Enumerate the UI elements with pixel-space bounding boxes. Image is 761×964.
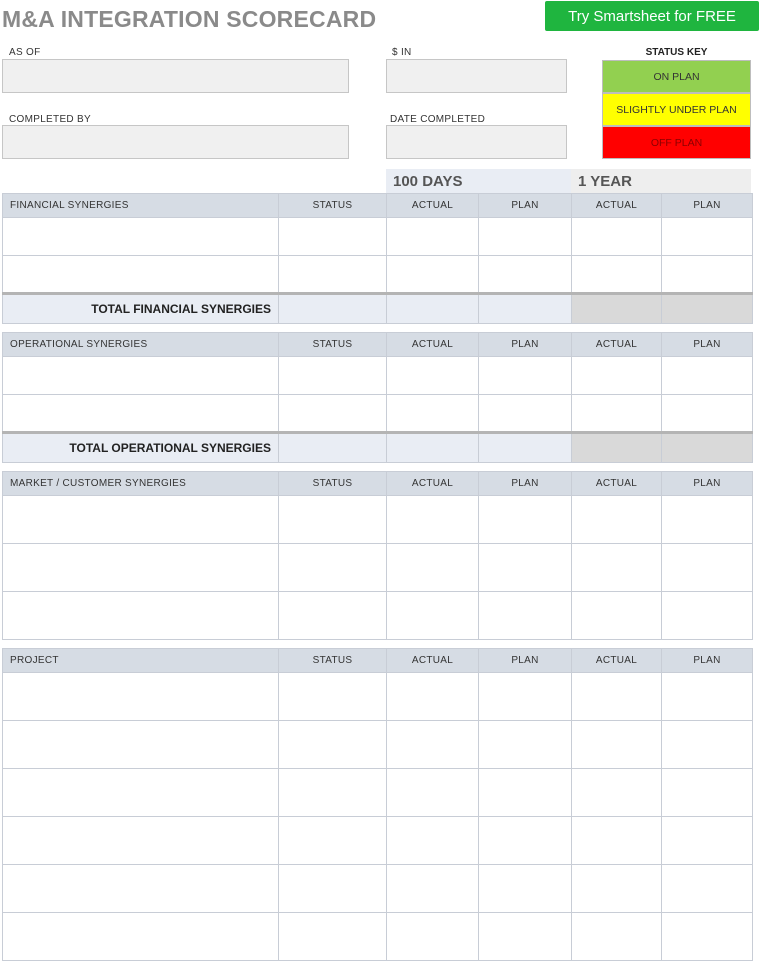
actual-1-year-header: ACTUAL [572, 472, 662, 496]
actual-1-year-header: ACTUAL [572, 194, 662, 218]
market-header-row [3, 472, 753, 496]
page-title: M&A INTEGRATION SCORECARD [2, 6, 377, 32]
table-row[interactable] [3, 544, 753, 592]
table-row[interactable] [3, 865, 753, 913]
actual-100-days-header: ACTUAL [387, 472, 479, 496]
operational-synergies-header: OPERATIONAL SYNERGIES [3, 333, 279, 357]
table-row[interactable] [3, 769, 753, 817]
financial-synergies-header: FINANCIAL SYNERGIES [3, 194, 279, 218]
status-key-slightly-under-plan: SLIGHTLY UNDER PLAN [602, 93, 751, 126]
project-header: PROJECT [3, 649, 279, 673]
status-column-header: STATUS [279, 649, 387, 673]
total-operational-label: TOTAL OPERATIONAL SYNERGIES [3, 433, 279, 463]
plan-100-days-header: PLAN [479, 472, 572, 496]
plan-1-year-header: PLAN [662, 194, 753, 218]
period-100-days: 100 DAYS [386, 169, 571, 193]
status-key-title: STATUS KEY [645, 47, 708, 58]
total-operational-row [3, 433, 753, 463]
dollar-in-label: $ IN [392, 47, 412, 58]
status-key-off-plan: OFF PLAN [602, 126, 751, 159]
actual-100-days-header: ACTUAL [387, 194, 479, 218]
table-row[interactable] [3, 218, 753, 256]
table-row[interactable] [3, 256, 753, 294]
status-column-header: STATUS [279, 472, 387, 496]
table-row[interactable] [3, 817, 753, 865]
status-column-header: STATUS [279, 333, 387, 357]
total-financial-label: TOTAL FINANCIAL SYNERGIES [3, 294, 279, 324]
table-row[interactable] [3, 592, 753, 640]
try-smartsheet-button[interactable]: Try Smartsheet for FREE [545, 1, 759, 31]
plan-1-year-header: PLAN [662, 333, 753, 357]
total-financial-row [3, 294, 753, 324]
plan-1-year-header: PLAN [662, 649, 753, 673]
operational-header-row [3, 333, 753, 357]
actual-100-days-header: ACTUAL [387, 333, 479, 357]
as-of-label: AS OF [9, 47, 41, 58]
completed-by-field[interactable] [2, 125, 349, 159]
table-row[interactable] [3, 721, 753, 769]
actual-1-year-header: ACTUAL [572, 333, 662, 357]
plan-1-year-header: PLAN [662, 472, 753, 496]
table-row[interactable] [3, 673, 753, 721]
financial-header-row [3, 194, 753, 218]
table-row[interactable] [3, 913, 753, 961]
dollar-in-field[interactable] [386, 59, 567, 93]
status-key-on-plan: ON PLAN [602, 60, 751, 93]
actual-100-days-header: ACTUAL [387, 649, 479, 673]
scorecard-table [2, 193, 753, 961]
table-row[interactable] [3, 496, 753, 544]
as-of-field[interactable] [2, 59, 349, 93]
plan-100-days-header: PLAN [479, 333, 572, 357]
plan-100-days-header: PLAN [479, 649, 572, 673]
actual-1-year-header: ACTUAL [572, 649, 662, 673]
table-row[interactable] [3, 357, 753, 395]
date-completed-field[interactable] [386, 125, 567, 159]
table-row[interactable] [3, 395, 753, 433]
market-customer-synergies-header: MARKET / CUSTOMER SYNERGIES [3, 472, 279, 496]
period-1-year: 1 YEAR [571, 169, 751, 193]
status-column-header: STATUS [279, 194, 387, 218]
project-header-row [3, 649, 753, 673]
date-completed-label: DATE COMPLETED [390, 114, 486, 125]
plan-100-days-header: PLAN [479, 194, 572, 218]
completed-by-label: COMPLETED BY [9, 114, 91, 125]
